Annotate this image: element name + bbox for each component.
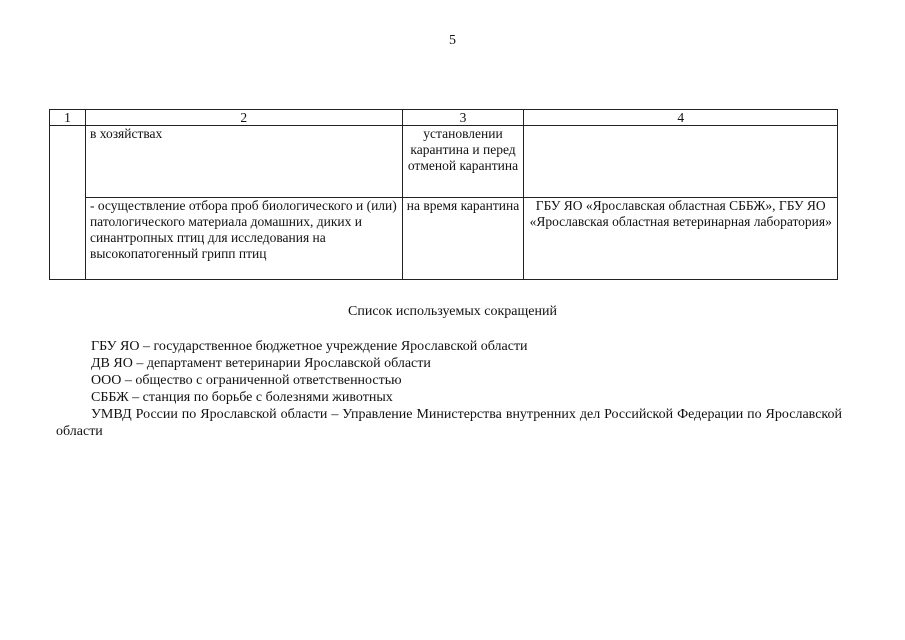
page-number: 5 — [449, 33, 456, 48]
table-header-cell: 1 — [50, 110, 86, 126]
abbreviation-item: УМВД России по Ярославской области – Управление Министерства внутренних дел Российской Федерации по Ярославской области — [56, 407, 842, 439]
table-cell: установлении карантина и перед отменой карантина — [402, 126, 524, 198]
table-header-cell: 4 — [524, 110, 838, 126]
table-row — [50, 198, 838, 280]
abbreviation-item: ГБУ ЯО – государственное бюджетное учреждение Ярославской области — [91, 339, 528, 354]
table-cell: на время карантина — [402, 198, 524, 280]
abbreviations-list — [56, 338, 842, 440]
table-cell — [524, 126, 838, 198]
abbreviation-item: ООО – общество с ограниченной ответственностью — [91, 373, 402, 388]
abbreviations-title: Список используемых сокращений — [348, 304, 557, 319]
table-header-cell: 2 — [85, 110, 402, 126]
table-cell — [50, 126, 86, 280]
table-cell: ГБУ ЯО «Ярославская областная СББЖ», ГБУ ЯО «Ярославская областная ветеринарная лаборатория» — [524, 198, 838, 280]
table-cell: в хозяйствах — [85, 126, 402, 198]
document-table — [49, 109, 838, 280]
table-header-row — [50, 110, 838, 126]
abbreviation-item: ДВ ЯО – департамент ветеринарии Ярославской области — [91, 356, 431, 371]
abbreviation-item: СББЖ – станция по борьбе с болезнями животных — [91, 390, 393, 405]
table-row — [50, 126, 838, 198]
table-cell: - осуществление отбора проб биологического и (или) патологического материала домашних, диких и синантропных птиц для исследования на высокопатогенный грипп птиц — [85, 198, 402, 280]
table-header-cell: 3 — [402, 110, 524, 126]
